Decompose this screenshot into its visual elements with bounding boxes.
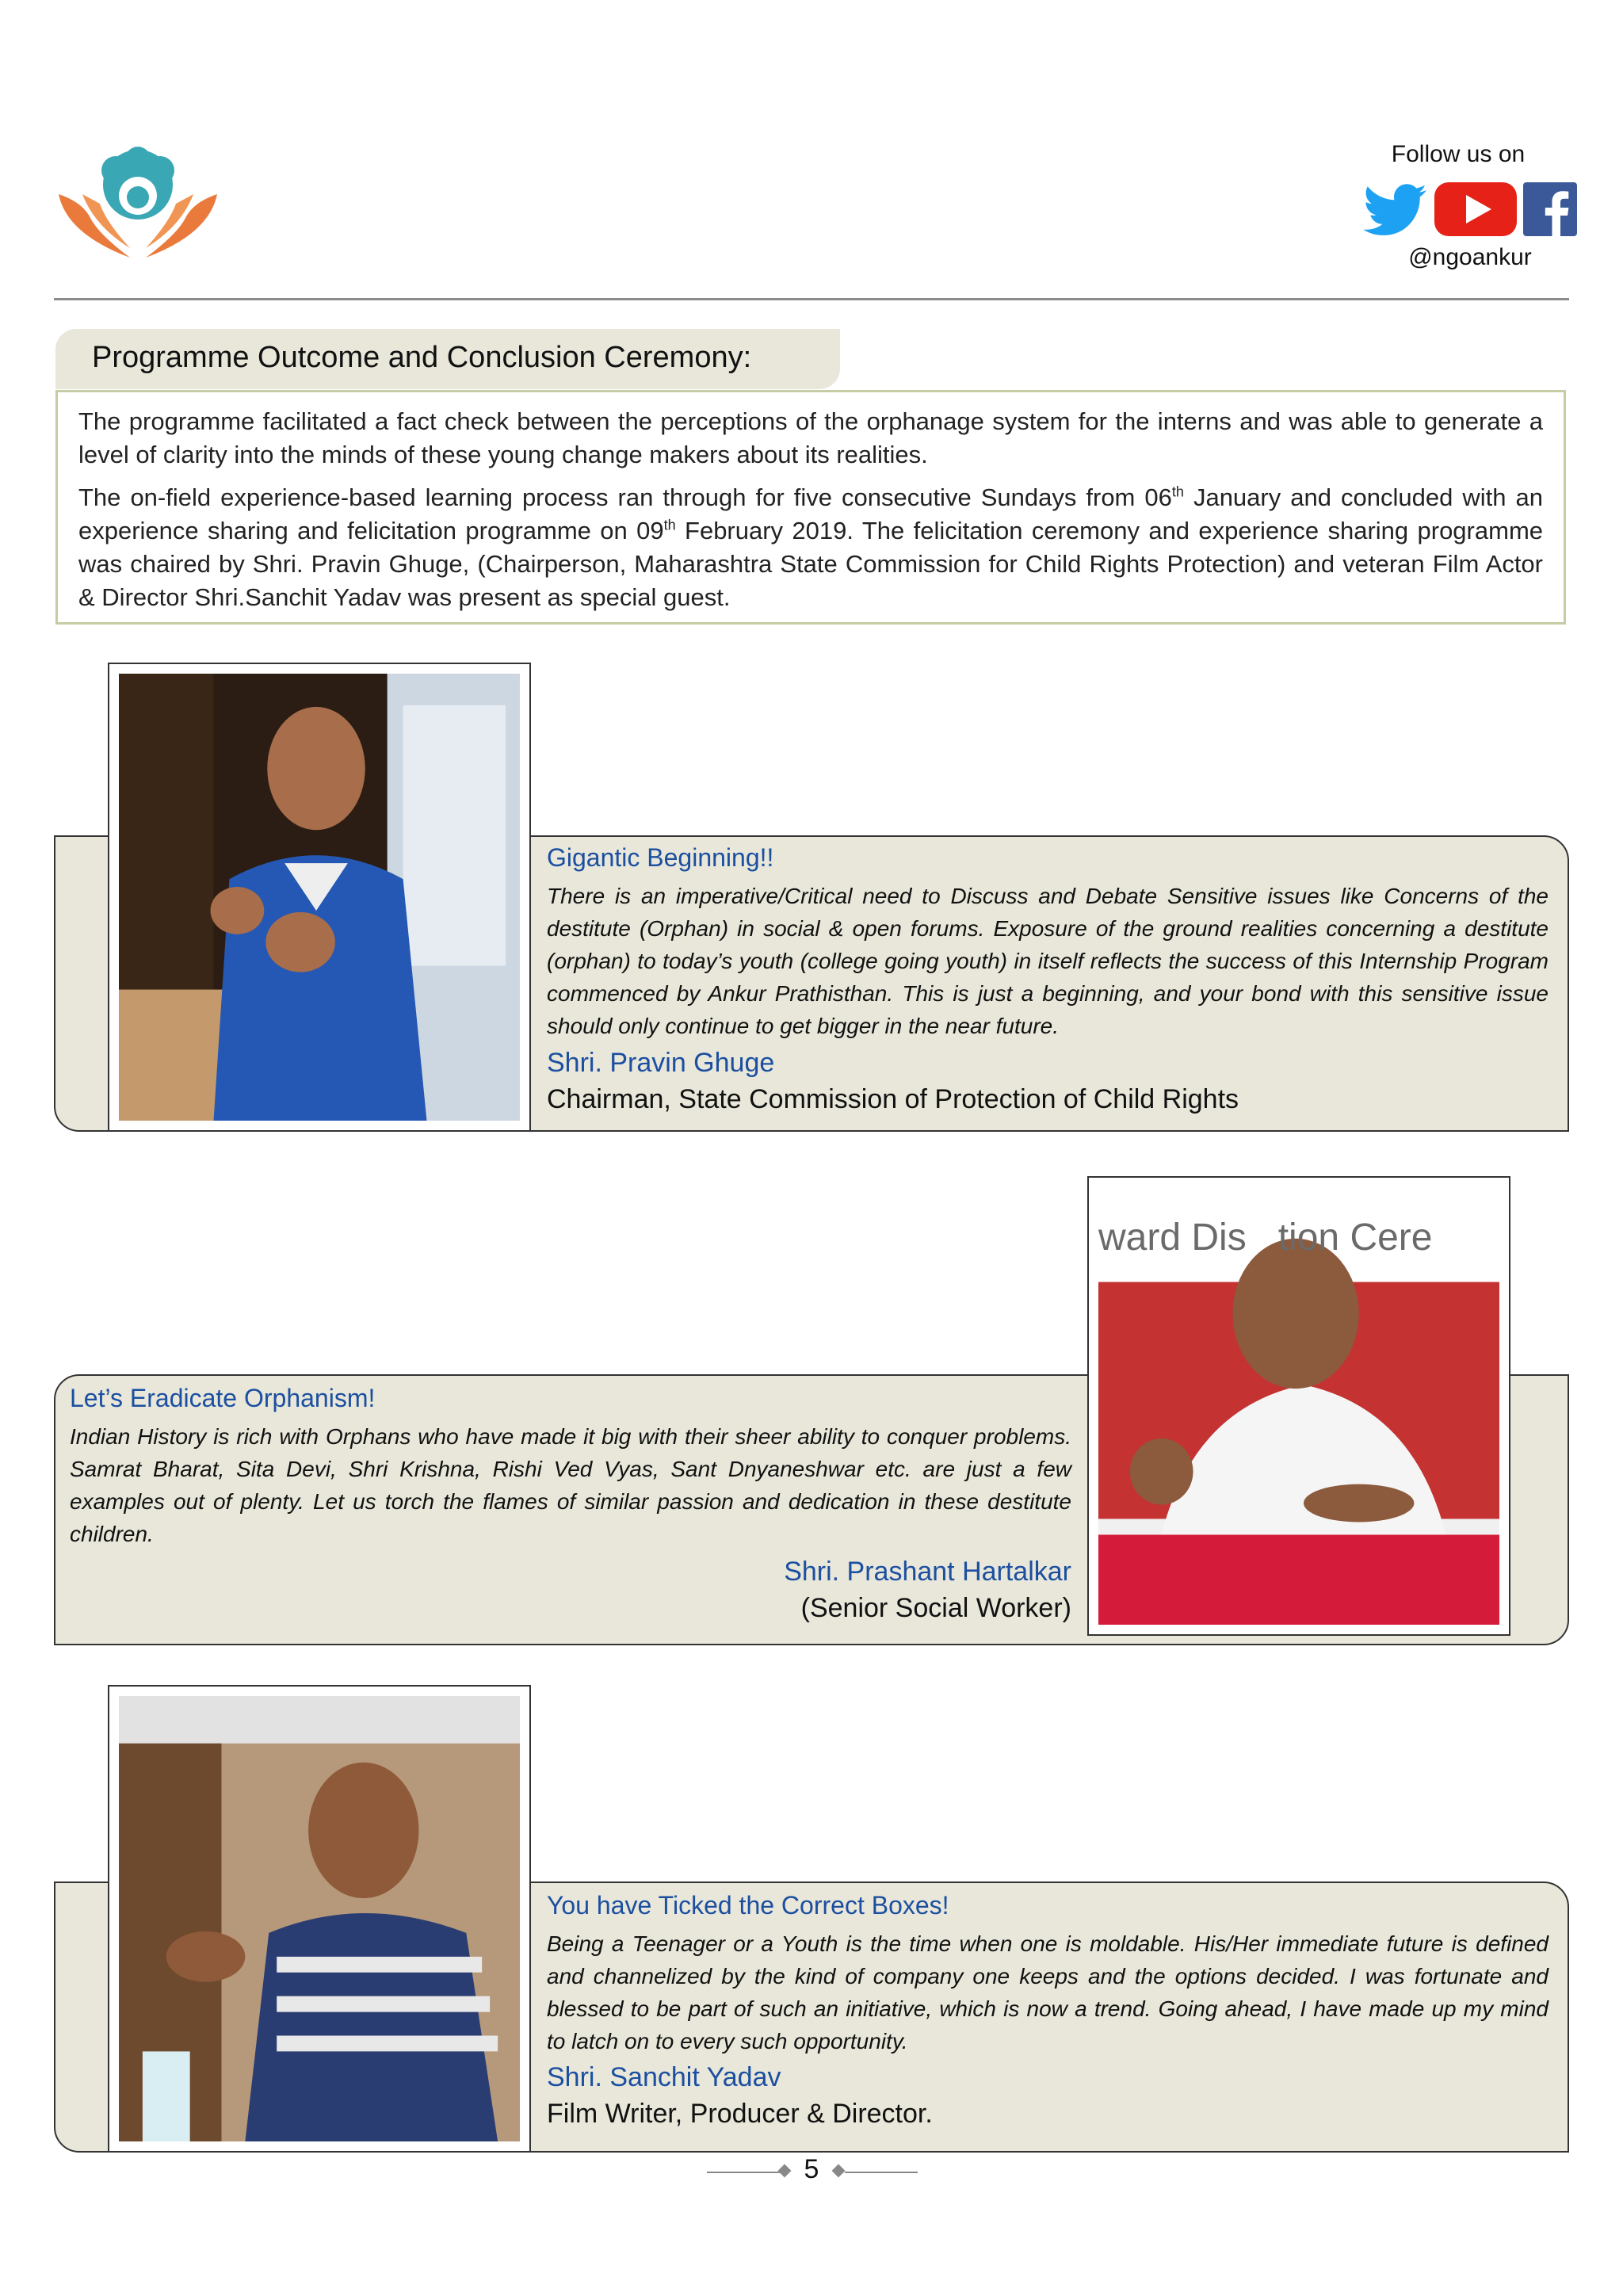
- follow-us-label: Follow us on: [1391, 141, 1526, 167]
- speaker-photo-prashant-hartalkar: [1098, 1187, 1499, 1625]
- quote-body-3: Being a Teenager or a Youth is the time when one is moldable. His/Her immediate future is defined and channelized by the kind of company one keeps and the options decided. I was fortunate and blessed to be part of such an initiative, which is now a trend. Going ahead, I have made up my mind to latch on to every such opportunity.: [547, 1931, 1549, 2053]
- quote-title-2: Let’s Eradicate Orphanism!: [70, 1384, 376, 1412]
- page-number: 5: [804, 2154, 819, 2184]
- quote-role-3: Film Writer, Producer & Director.: [547, 2099, 933, 2129]
- youtube-icon[interactable]: [1433, 181, 1518, 238]
- photo-frame-3: [108, 1685, 531, 2153]
- twitter-icon[interactable]: [1363, 184, 1428, 236]
- quote-body-1: There is an imperative/Critical need to Discuss and Debate Sensitive issues like Concerns of the destitute (Orphan) in social & open forums. Exposure of the ground realities concerning a destitute (orphan) to today’s youth (college going youth) in itself reflects the success of this Internship Program commenced by Ankur Prathisthan. This is just a beginning, and your bond with this sensitive issue should only continue to get bigger in the near future.: [547, 884, 1549, 1038]
- facebook-icon[interactable]: [1523, 182, 1577, 236]
- quote-title-1: Gigantic Beginning!!: [547, 843, 774, 872]
- photo-frame-2: [1087, 1176, 1510, 1636]
- social-icons: [1363, 181, 1577, 236]
- header-divider: [54, 298, 1569, 300]
- intro-text-c: February 2019. The felicitation ceremony and experience sharing programme was chaired by Shri. Pravin Ghuge, (Chairperson, Maharashtra State Commission for Child Rights Protection) and veteran Film Actor & Director Shri.Sanchit Yadav was present as special guest.: [78, 517, 1544, 611]
- intro-paragraph-2: [78, 481, 1543, 614]
- quote-title-3: You have Ticked the Correct Boxes!: [547, 1891, 949, 1920]
- quote-name-1: Shri. Pravin Ghuge: [547, 1048, 775, 1078]
- intro-box: [55, 390, 1566, 625]
- quote-name-2: Shri. Prashant Hartalkar: [784, 1557, 1071, 1587]
- ankur-logo: [51, 147, 225, 266]
- photo-frame-1: [108, 663, 531, 1132]
- intro-paragraph-1: The programme facilitated a fact check between the perceptions of the orphanage system for the interns and was able to generate a level of clarity into the minds of these young change makers about its realities.: [78, 407, 1543, 468]
- speaker-photo-sanchit-yadav: [119, 1696, 520, 2141]
- intro-text-a: The on-field experience-based learning process ran through for five consecutive Sundays from 06: [78, 483, 1172, 511]
- quote-body-2: Indian History is rich with Orphans who have made it big with their sheer ability to conquer problems. Samrat Bharat, Sita Devi, Shri Krishna, Rishi Ved Vyas, Sant Dnyaneshwar etc. are just a few examples out of plenty. Let us torch the flames of similar passion and dedication in these destitute children.: [70, 1424, 1071, 1546]
- superscript-th: th: [663, 517, 676, 533]
- quote-role-1: Chairman, State Commission of Protection of Child Rights: [547, 1084, 1239, 1114]
- social-handle[interactable]: @ngoankur: [1408, 244, 1532, 270]
- intro-text-b: January and concluded with an experience sharing and felicitation programme on 09: [78, 483, 1544, 544]
- banner-text: ward Dis tion Cere: [1098, 1217, 1433, 1259]
- footer-rule-right: [845, 2172, 918, 2173]
- quote-name-3: Shri. Sanchit Yadav: [547, 2062, 781, 2092]
- quote-role-2: (Senior Social Worker): [800, 1593, 1071, 1623]
- superscript-th: th: [1171, 483, 1184, 500]
- speaker-photo-pravin-ghuge: [119, 674, 520, 1121]
- section-title: Programme Outcome and Conclusion Ceremony:: [92, 341, 752, 374]
